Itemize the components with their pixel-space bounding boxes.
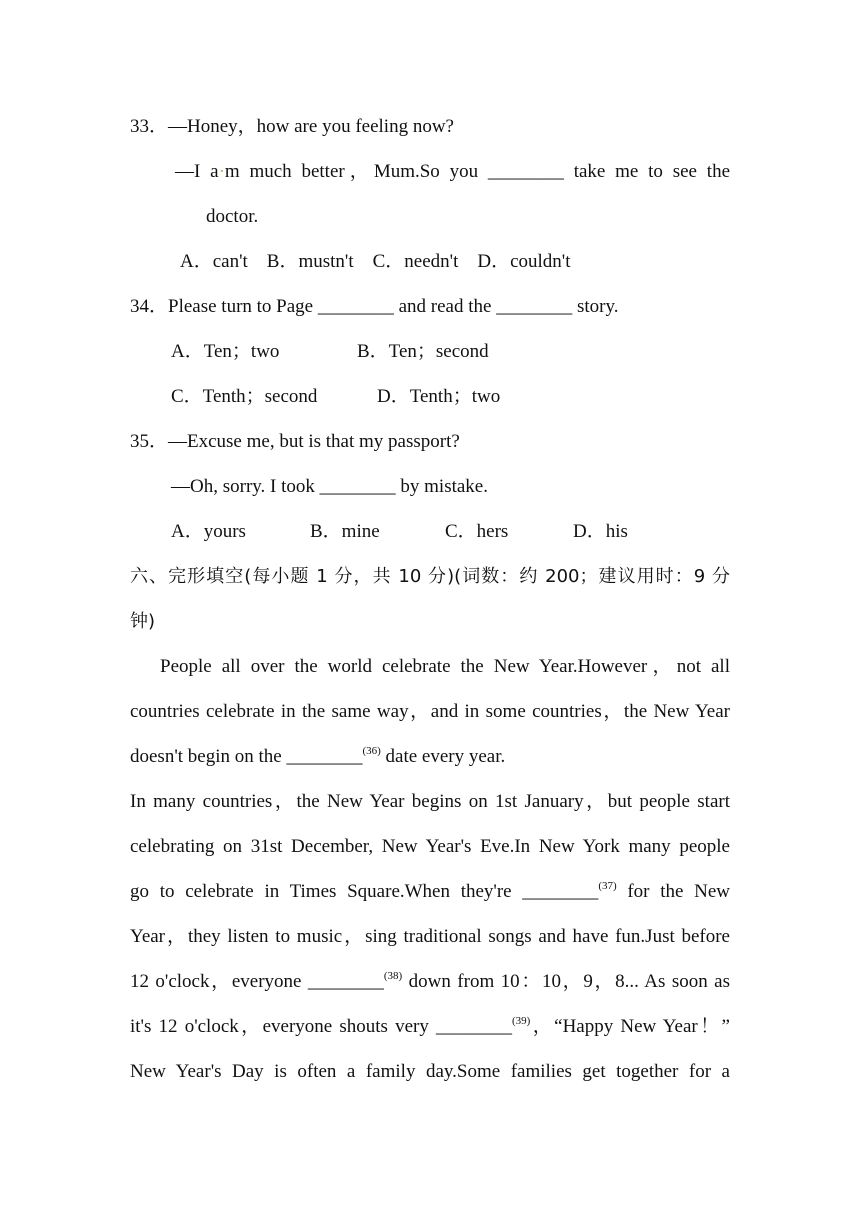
q34-option-a: A．Ten；two — [171, 341, 280, 362]
section-heading: 六、完形填空(每小题 1 分，共 10 分)(词数：约 200；建议用时：9 分 — [130, 566, 730, 587]
blank-37-pre: go to celebrate in Times Square.When they're ________ — [130, 881, 599, 902]
q33-reply-end: m much better，Mum.So you ________ take me to see the — [224, 161, 730, 182]
q33-reply-continued: doctor. — [206, 206, 259, 227]
q34-option-b: B．Ten；second — [357, 341, 489, 362]
blank-37-post: for the New — [616, 881, 731, 902]
passage-line: In many countries，the New Year begins on 1st January，but people start — [130, 791, 730, 812]
passage-line: New Year's Day is often a family day.Some families get together for a — [130, 1061, 730, 1082]
blank-37-number: (37) — [598, 880, 617, 892]
q33-options: A．can't B．mustn't C．needn't D．couldn't — [180, 251, 571, 272]
q35-option-b: B．mine — [310, 521, 380, 542]
q34-option-d: D．Tenth；two — [377, 386, 501, 407]
passage-line-blank-38 — [130, 970, 730, 994]
blank-36-post: date every year. — [380, 746, 506, 767]
passage-line: countries celebrate in the same way，and in some countries，the New Year — [130, 701, 730, 722]
stray-dot: · — [218, 161, 225, 182]
q35-stem: 35．—Excuse me, but is that my passport? — [130, 431, 460, 452]
q34-stem: 34．Please turn to Page ________ and read the ________ story. — [130, 296, 619, 317]
q33-stem: 33．—Honey，how are you feeling now? — [130, 116, 454, 137]
passage-line: Year，they listen to music，sing traditional songs and have fun.Just before — [130, 926, 730, 947]
section-heading-continued: 钟) — [130, 611, 156, 632]
blank-38-pre: 12 o'clock，everyone ________ — [130, 971, 384, 992]
q33-reply — [175, 160, 730, 184]
q34-option-c: C．Tenth；second — [171, 386, 318, 407]
blank-38-number: (38) — [383, 970, 403, 982]
blank-39-pre: it's 12 o'clock，everyone shouts very ________ — [130, 1016, 512, 1037]
blank-39-number: (39) — [512, 1015, 531, 1027]
q35-option-a: A．yours — [171, 521, 246, 542]
q35-option-d: D．his — [573, 521, 628, 542]
passage-line-blank-36 — [130, 745, 505, 769]
blank-36-pre: doesn't begin on the ________ — [130, 746, 363, 767]
blank-38-post: down from 10：10，9，8... As soon as — [402, 971, 730, 992]
q35-reply: —Oh, sorry. I took ________ by mistake. — [171, 476, 488, 497]
q33-reply-start: —I a — [175, 161, 219, 182]
blank-39-post: ，“Happy New Year！” — [530, 1016, 730, 1037]
passage-line: People all over the world celebrate the New Year.However，not all — [160, 656, 730, 677]
passage-line: celebrating on 31st December, New Year's Eve.In New York many people — [130, 836, 730, 857]
passage-line-blank-39 — [130, 1015, 730, 1039]
q35-option-c: C．hers — [445, 521, 509, 542]
passage-line-blank-37 — [130, 880, 730, 904]
blank-36-number: (36) — [362, 745, 381, 757]
